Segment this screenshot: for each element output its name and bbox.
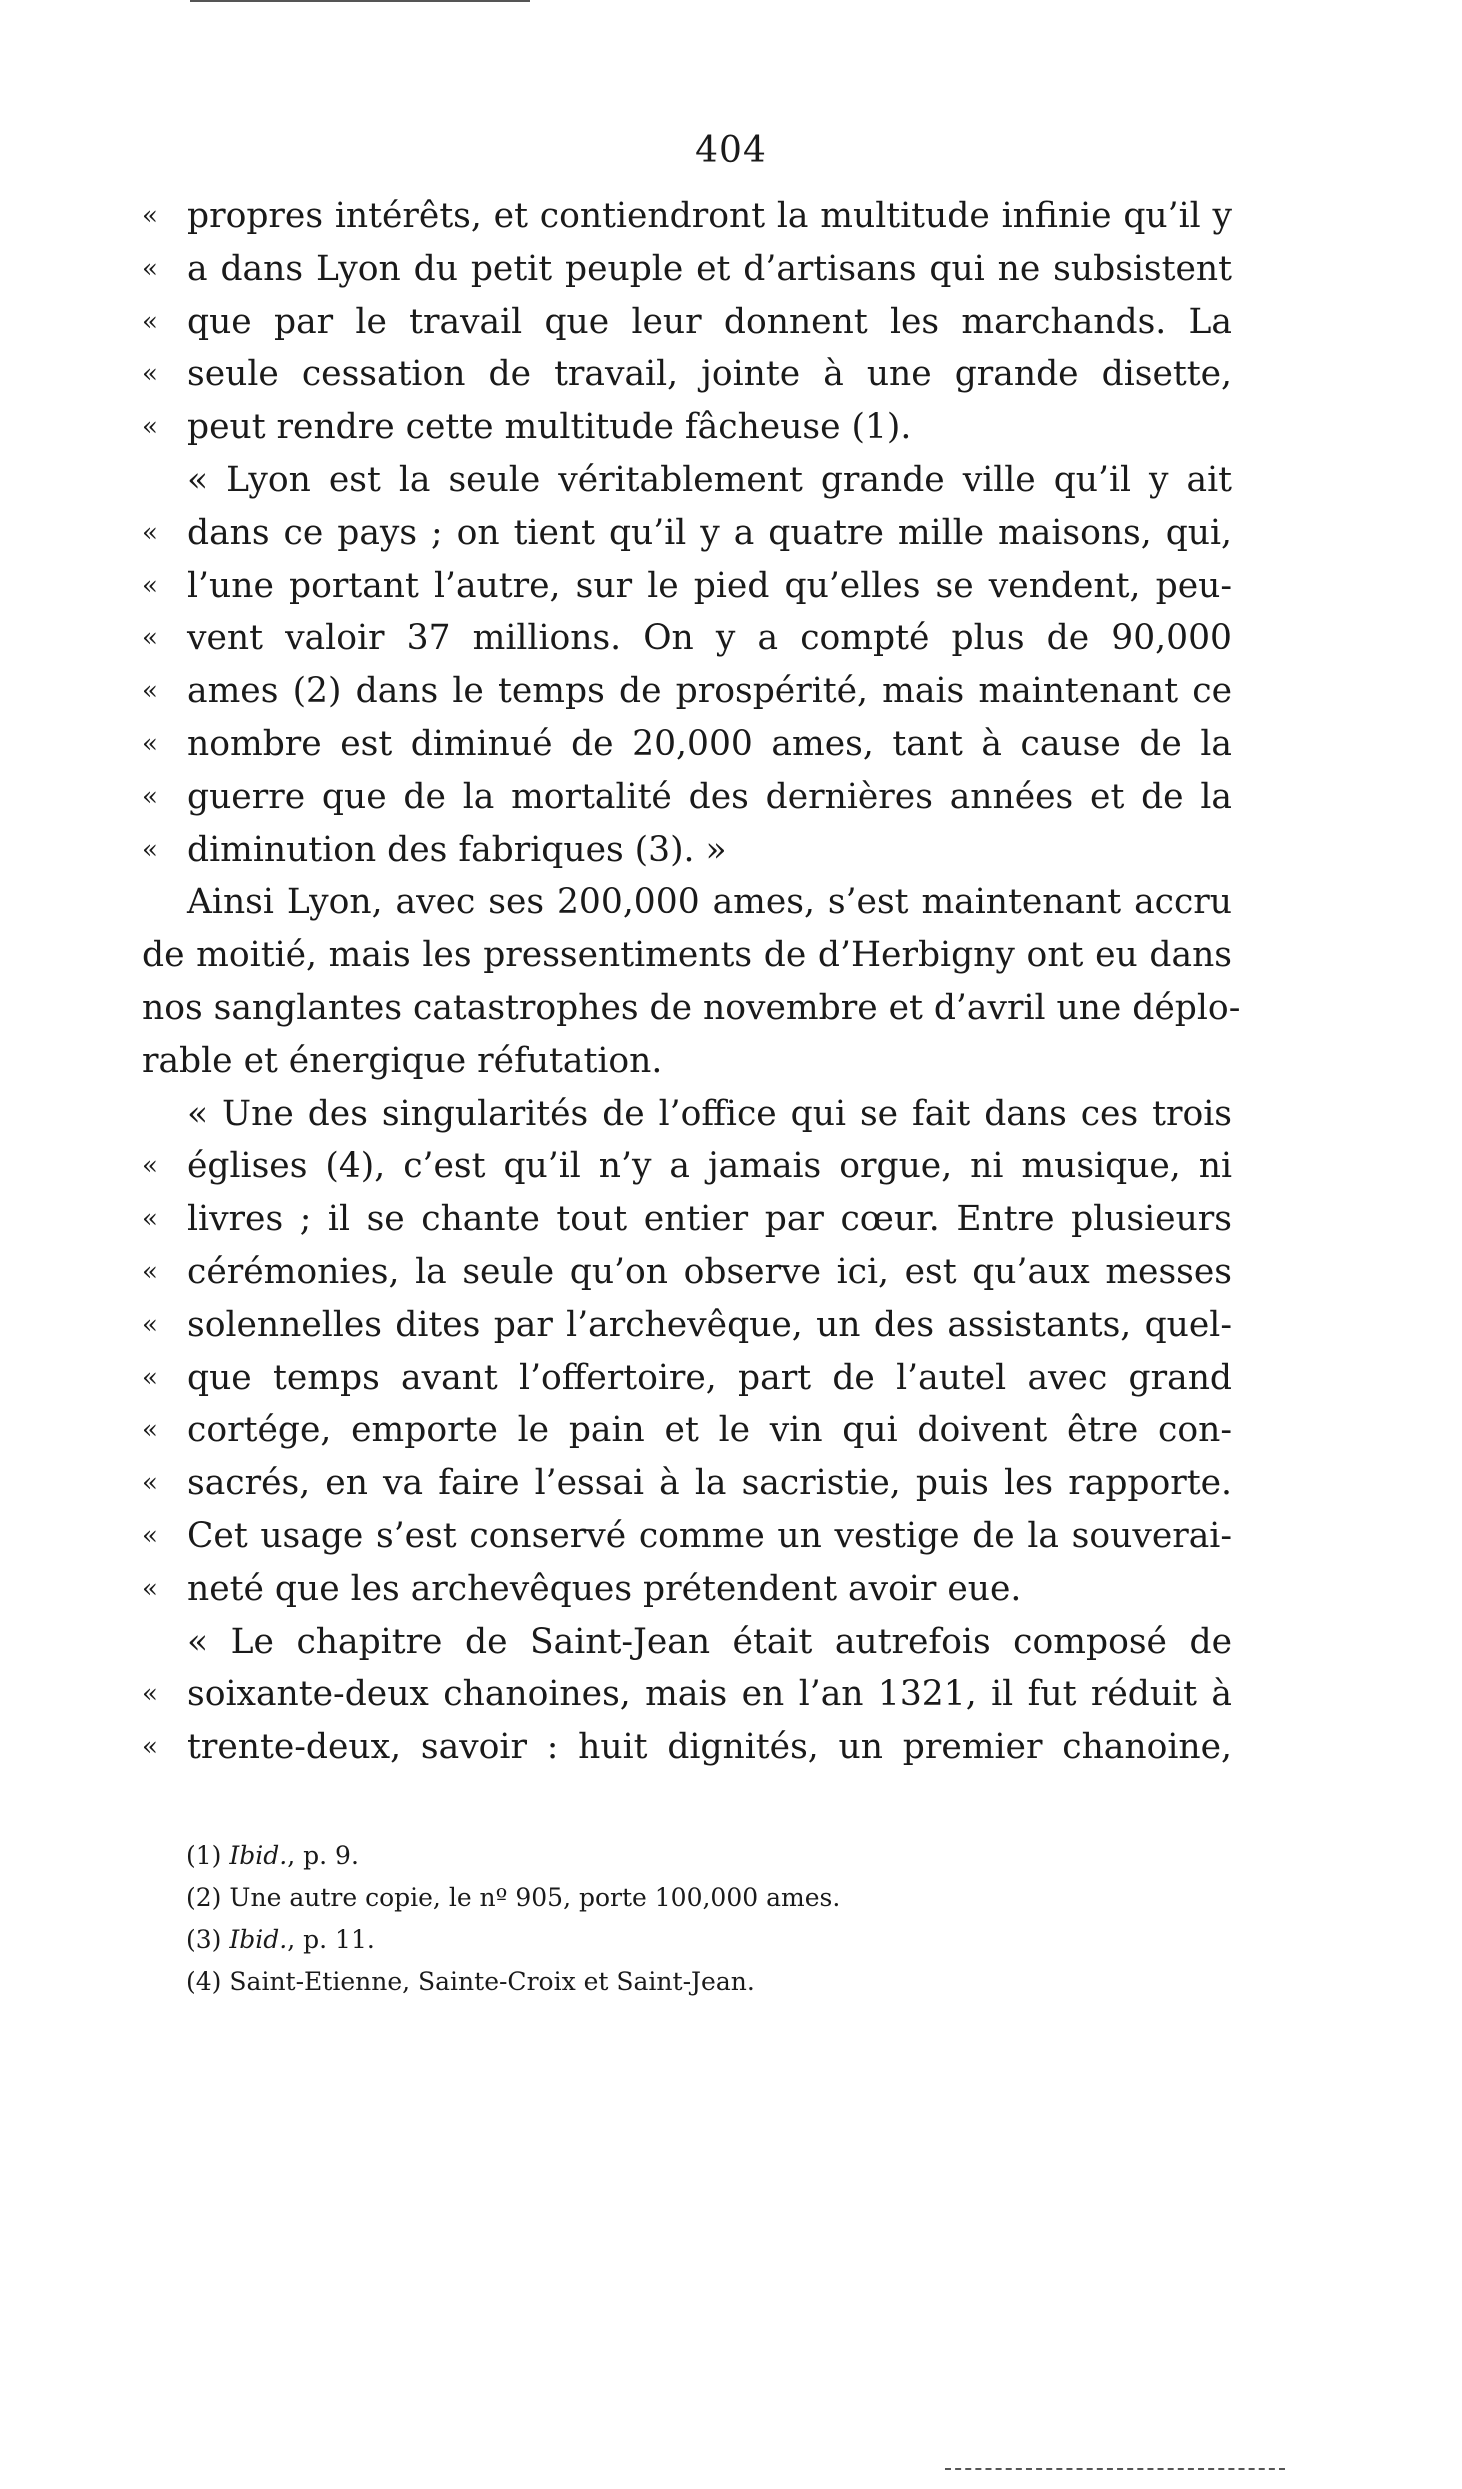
quote-mark: « [142,1309,158,1340]
quote-mark: « [142,517,158,548]
line-text: cortége, emporte le pain et le vin qui doivent être con- [187,1410,1232,1451]
footnote-text: , p. 9. [287,1841,359,1870]
footnote-italic: Ibid. [229,1841,288,1870]
quote-mark: « [142,1520,158,1551]
text-line [142,1510,1232,1563]
line-text: ames (2) dans le temps de prospérité, mais maintenant ce [187,671,1232,712]
top-scan-rule [190,0,530,2]
line-text: livres ; il se chante tout entier par cœur. Entre plusieurs [187,1199,1232,1240]
quote-mark: « [142,676,158,707]
quote-mark: « [142,201,158,231]
footnote-text: , p. 11. [287,1925,375,1954]
line-text: trente-deux, savoir : huit dignités, un premier chanoine, [187,1727,1232,1768]
line-text: nombre est diminué de 20,000 ames, tant à cause de la [187,723,1232,764]
footnotes [186,1835,1186,2003]
footnote-number: (2) [186,1883,222,1912]
text-line [142,1616,1232,1669]
line-text: que temps avant l’offertoire, part de l’autel avec grand [187,1357,1232,1398]
footnote [186,1961,1186,2003]
quote-mark: « [142,1256,158,1287]
line-text: rable et énergique réfutation. [142,1040,663,1081]
quote-mark: « [142,253,158,284]
line-text: diminution des fabriques (3). » [187,829,727,870]
text-line [142,665,1232,718]
line-text: « Lyon est la seule véritablement grande ville qu’il y ait [187,459,1232,500]
line-text: Ainsi Lyon, avec ses 200,000 ames, s’est maintenant accru [187,882,1232,923]
quote-mark: « [142,1362,158,1393]
text-line [142,718,1232,771]
line-text: soixante-deux chanoines, mais en l’an 1321, il fut réduit à [187,1674,1232,1715]
text-line [142,1140,1232,1193]
quote-mark: « [142,306,158,337]
line-text: solennelles dites par l’archevêque, un des assistants, quel- [187,1304,1232,1345]
line-text: l’une portant l’autre, sur le pied qu’elles se vendent, peu- [187,565,1232,606]
line-text: guerre que de la mortalité des dernières années et de la [187,776,1232,817]
line-text: de moitié, mais les pressentiments de d’Herbigny ont eu dans [142,935,1232,976]
footnote-number: (1) [186,1841,222,1870]
line-text: dans ce pays ; on tient qu’il y a quatre mille maisons, qui, [187,512,1232,553]
footnote [186,1919,1186,1961]
text-line [142,929,1232,982]
footnote-text: Une autre copie, le nº 905, porte 100,000 ames. [229,1883,841,1912]
line-text: neté que les archevêques prétendent avoir eue. [187,1568,1022,1609]
footnote-italic: Ibid. [229,1925,288,1954]
text-line [142,982,1241,1035]
text-line [142,1193,1232,1246]
line-text: a dans Lyon du petit peuple et d’artisans qui ne subsistent [187,248,1232,289]
text-line [142,296,1232,349]
line-text: peut rendre cette multitude fâcheuse (1). [187,407,912,448]
quote-mark: « [142,1573,158,1604]
line-text: « Une des singularités de l’office qui se fait dans ces trois [187,1093,1232,1134]
quote-mark: « [142,1679,158,1710]
text-line [142,401,1232,454]
quote-mark: « [142,623,158,654]
line-text: Cet usage s’est conservé comme un vestige de la souverai- [187,1515,1232,1556]
text-line [142,454,1232,507]
quote-mark: « [142,834,158,865]
quote-mark: « [142,359,158,390]
text-line [142,1457,1232,1510]
line-text: vent valoir 37 millions. On y a compté plus de 90,000 [187,618,1232,659]
text-line [142,1352,1232,1405]
quote-mark: « [142,728,158,759]
text-line [142,1246,1232,1299]
quote-mark: « [142,412,158,443]
text-line [142,243,1232,296]
text-line [142,824,1232,877]
quote-mark: « [142,1151,158,1182]
footnote-number: (4) [186,1967,222,1996]
footnote-text: Saint-Etienne, Sainte-Croix et Saint-Jean. [229,1967,755,1996]
text-line [142,348,1232,401]
quote-mark: « [142,1415,158,1446]
text-line [142,507,1232,560]
text-line [142,1404,1232,1457]
quote-mark: « [142,570,158,601]
line-text: sacrés, en va faire l’essai à la sacristie, puis les rapporte. [187,1463,1232,1504]
text-line [142,1668,1232,1721]
quote-mark: « [142,781,158,812]
line-text: propres intérêts, et contiendront la multitude infinie qu’il y [187,196,1232,236]
text-line [142,1299,1232,1352]
line-text: que par le travail que leur donnent les marchands. La [187,301,1232,342]
text-line [142,876,1232,929]
quote-mark: « [142,1732,158,1763]
line-text: « Le chapitre de Saint-Jean était autrefois composé de [187,1621,1232,1662]
text-line [142,560,1232,613]
text-line [142,1721,1232,1774]
text-line [142,1035,1232,1088]
footnote [186,1835,1186,1877]
line-text: seule cessation de travail, jointe à une grande disette, [187,354,1232,395]
footnote-number: (3) [186,1925,222,1954]
line-text: nos sanglantes catastrophes de novembre et d’avril une déplo- [142,987,1241,1028]
line-text: églises (4), c’est qu’il n’y a jamais orgue, ni musique, ni [187,1146,1232,1187]
quote-mark: « [142,1204,158,1235]
bottom-scan-marks [945,2468,1285,2474]
line-text: cérémonies, la seule qu’on observe ici, est qu’aux messes [187,1251,1232,1292]
page-number: 404 [695,130,767,171]
text-line [142,771,1232,824]
text-line [142,190,1232,243]
footnote [186,1877,1186,1919]
text-line [142,1563,1232,1616]
text-line [142,612,1232,665]
text-line [142,1088,1232,1141]
body-text [142,190,1241,1774]
quote-mark: « [142,1468,158,1499]
